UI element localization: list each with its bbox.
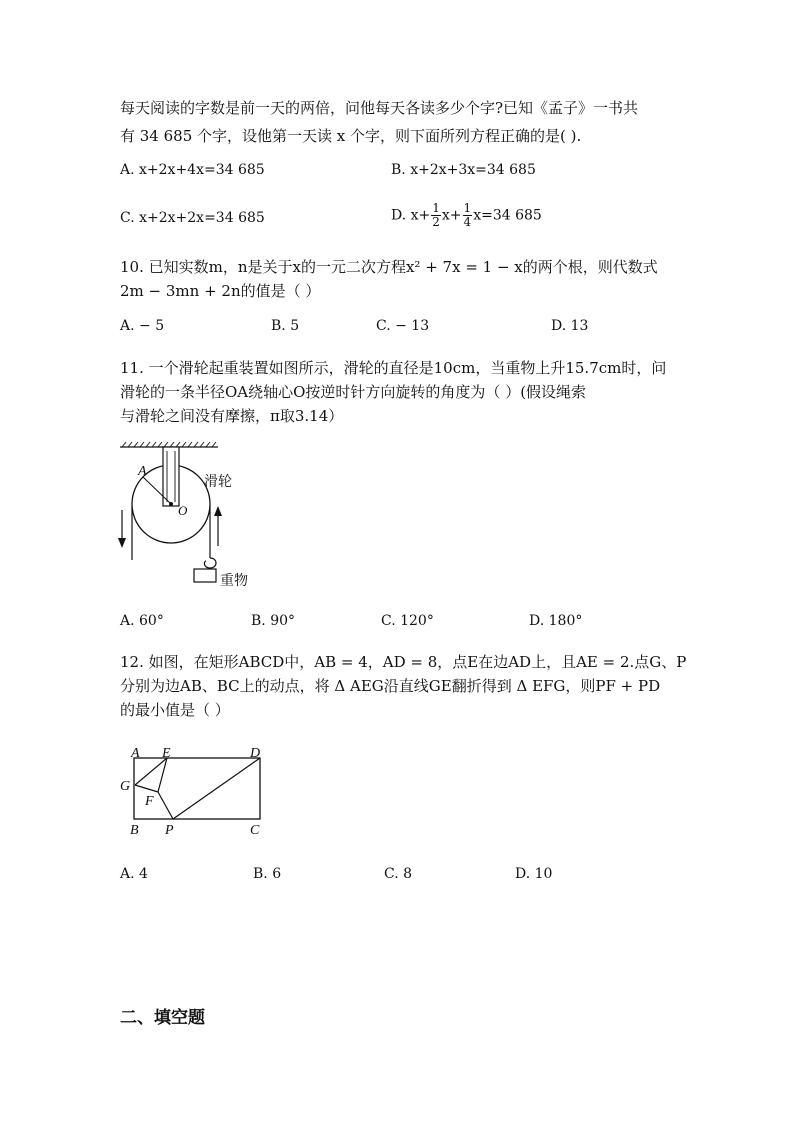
pulley-bracket: [163, 447, 179, 506]
label-e: E: [162, 746, 171, 761]
q10-option-b: B. 5: [271, 318, 300, 334]
segment-eg: [135, 758, 167, 785]
label-c: C: [250, 823, 260, 838]
fraction-one-half: $\frac{1}{2}$: [432, 201, 440, 229]
fraction-one-quarter: $\frac{1}{4}$: [463, 201, 472, 229]
q9-option-d-prefix: D. x+: [391, 207, 431, 224]
label-weight: 重物: [220, 574, 248, 589]
arrow-down-icon: [118, 538, 126, 548]
q11-line-1: 11. 一个滑轮起重装置如图所示，滑轮的直径是10cm，当重物上升15.7cm时，问: [120, 359, 667, 377]
q9-option-c: C. x+2x+2x=34 685: [120, 210, 265, 226]
q9-option-a: A. x+2x+4x=34 685: [120, 162, 265, 178]
q9-option-d-suffix: x=34 685: [473, 207, 542, 224]
pulley-figure: [110, 440, 270, 592]
q10-option-c: C. − 13: [376, 318, 430, 334]
label-a: A: [131, 746, 140, 761]
q11-option-c: C. 120°: [381, 613, 434, 629]
segment-pd: [173, 758, 260, 819]
q9-option-b: B. x+2x+3x=34 685: [391, 162, 536, 178]
hook-icon: [204, 558, 216, 568]
label-p: P: [165, 823, 174, 838]
q9-option-d-mid: x+: [441, 207, 462, 224]
label-o: O: [178, 503, 188, 518]
q11-option-d: D. 180°: [529, 613, 583, 629]
label-pulley: 滑轮: [204, 475, 232, 490]
label-b: B: [130, 823, 139, 838]
q12-option-b: B. 6: [253, 866, 282, 882]
label-a: A: [138, 464, 147, 479]
q10-option-d: D. 13: [551, 318, 589, 334]
q12-option-d: D. 10: [515, 866, 553, 882]
rectangle-figure: [112, 742, 272, 838]
label-g: G: [120, 779, 131, 794]
q11-option-b: B. 90°: [251, 613, 296, 629]
q11-line-2: 滑轮的一条半径OA绕轴心O按逆时针方向旋转的角度为（ ）(假设绳索: [120, 383, 587, 401]
q10-line-2: 2m − 3mn + 2n的值是（ ）: [120, 282, 321, 300]
segment-fp: [158, 792, 173, 819]
label-f: F: [145, 794, 154, 809]
q9-line-2: 有 34 685 个字，设他第一天读 x 个字，则下面所列方程正确的是( ).: [120, 127, 582, 145]
rectangle-abcd: [134, 758, 260, 819]
weight-block: [194, 569, 216, 582]
q12-line-2: 分别为边AB、BC上的动点，将 Δ AEG沿直线GE翻折得到 Δ EFG，则PF + PD: [120, 677, 661, 695]
q10-line-1: 10. 已知实数m，n是关于x的一元二次方程x² + 7x = 1 − x的两个根，则代数式: [120, 258, 658, 276]
arrow-up-icon: [214, 506, 222, 516]
segment-gf: [135, 785, 158, 792]
q9-line-1: 每天阅读的字数是前一天的两倍，问他每天各读多少个字?已知《孟子》一书共: [120, 99, 639, 117]
q11-option-a: A. 60°: [120, 613, 164, 629]
section-heading: 二、填空题: [120, 1008, 205, 1028]
q9-option-d: [391, 202, 542, 229]
q12-option-c: C. 8: [384, 866, 413, 882]
q12-line-1: 12. 如图，在矩形ABCD中，AB = 4，AD = 8，点E在边AD上，且AE = 2.点G、P: [120, 653, 687, 671]
q10-option-a: A. − 5: [120, 318, 165, 334]
segment-ef: [158, 758, 167, 792]
q12-line-3: 的最小值是（ ）: [120, 701, 230, 719]
q11-line-3: 与滑轮之间没有摩擦，π取3.14）: [120, 407, 344, 425]
q12-option-a: A. 4: [120, 866, 148, 882]
label-d: D: [250, 746, 261, 761]
